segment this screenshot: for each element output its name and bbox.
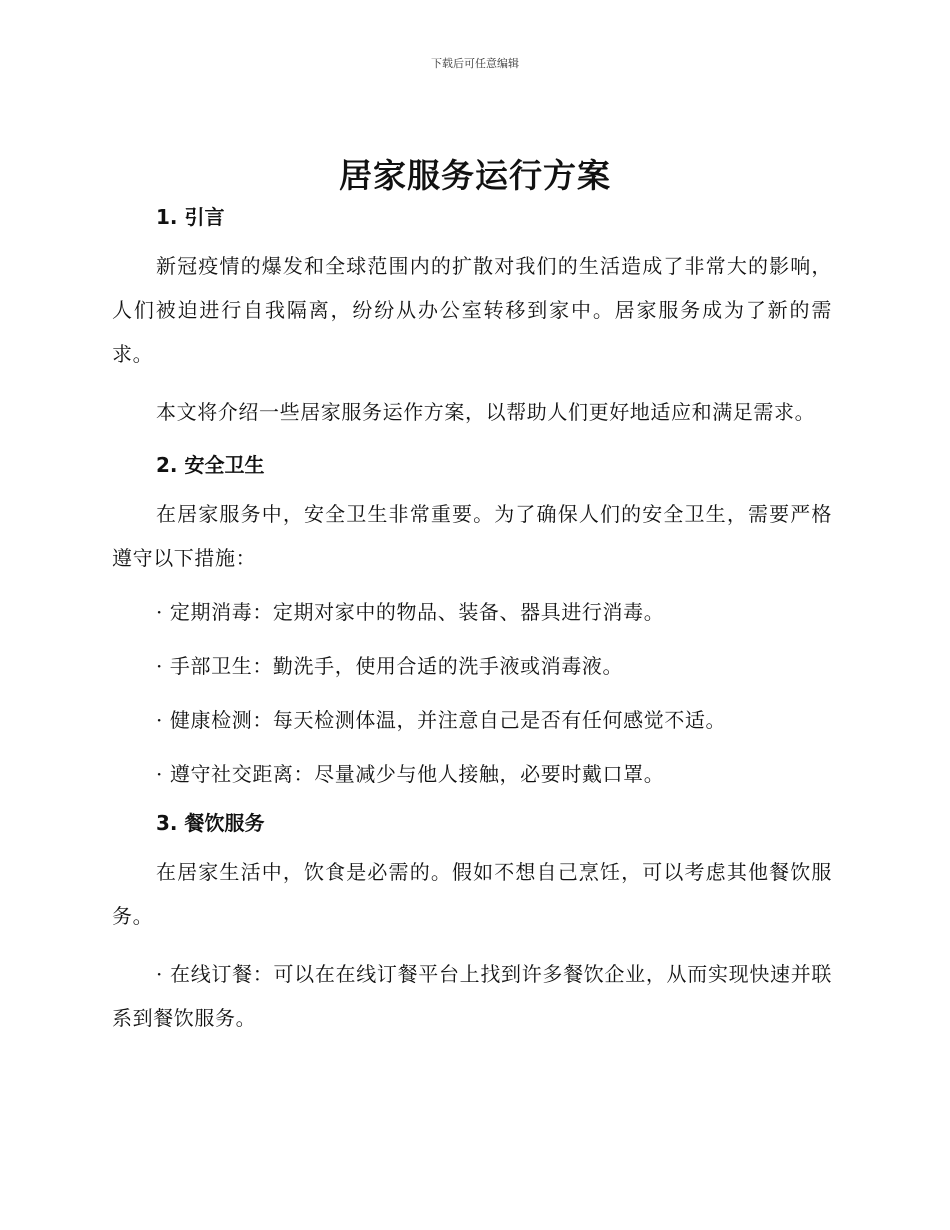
section-heading: 2. 安全卫生	[156, 453, 265, 477]
list-item: · 手部卫生：勤洗手，使用合适的洗手液或消毒液。	[156, 654, 624, 678]
paragraph: 新冠疫情的爆发和全球范围内的扩散对我们的生活造成了非常大的影响，人们被迫进行自我隔离，纷纷从办公室转移到家中。居家服务成为了新的需求。	[112, 254, 832, 366]
paragraph: 在居家生活中，饮食是必需的。假如不想自己烹饪，可以考虑其他餐饮服务。	[112, 860, 832, 928]
list-item: · 遵守社交距离：尽量减少与他人接触，必要时戴口罩。	[156, 762, 665, 786]
header-note: 下载后可任意编辑	[431, 57, 519, 70]
document-title: 居家服务运行方案	[339, 156, 611, 195]
section-heading: 1. 引言	[156, 205, 225, 229]
section-heading: 3. 餐饮服务	[156, 811, 265, 835]
paragraph: 本文将介绍一些居家服务运作方案，以帮助人们更好地适应和满足需求。	[156, 400, 816, 424]
paragraph: 在居家服务中，安全卫生非常重要。为了确保人们的安全卫生，需要严格遵守以下措施：	[112, 502, 832, 570]
document-body	[112, 200, 832, 1040]
list-item: · 定期消毒：定期对家中的物品、装备、器具进行消毒。	[156, 600, 665, 624]
list-item: · 在线订餐：可以在在线订餐平台上找到许多餐饮企业，从而实现快速并联系到餐饮服务。	[112, 962, 832, 1030]
list-item: · 健康检测：每天检测体温，并注意自己是否有任何感觉不适。	[156, 708, 727, 732]
